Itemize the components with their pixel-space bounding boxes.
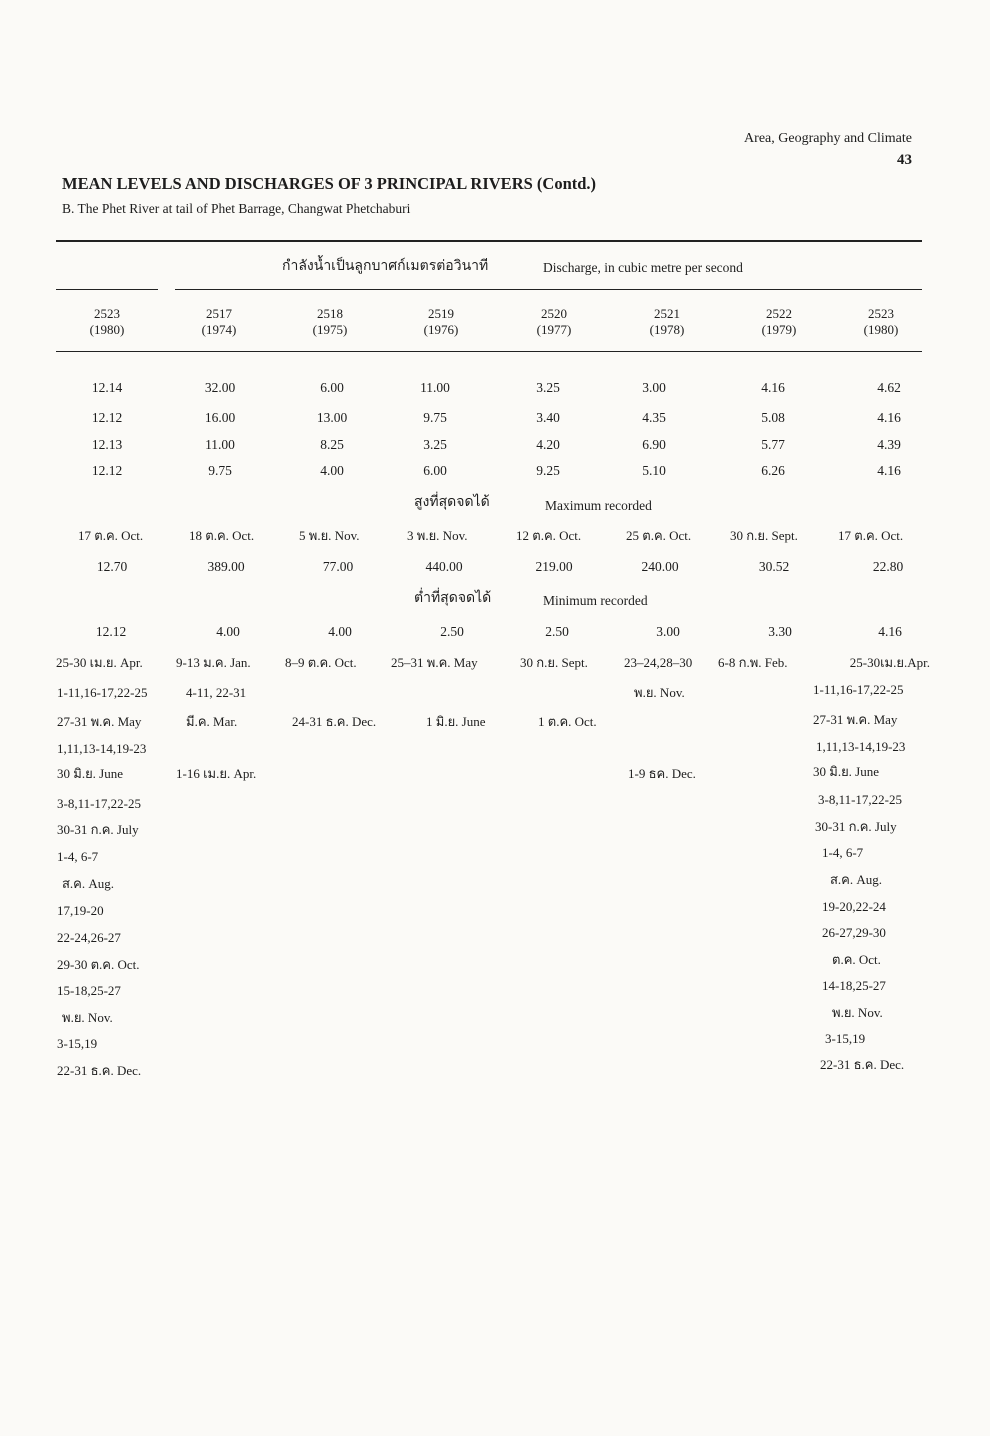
min-date-col-4: 25–31 พ.ค. May: [391, 655, 478, 670]
table-title: MEAN LEVELS AND DISCHARGES OF 3 PRINCIPAL RIVERS (Contd.): [62, 174, 597, 193]
mean-cell: 8.25: [320, 437, 344, 452]
min-col8-line: 14-18,25-27: [822, 978, 886, 993]
mean-cell: 32.00: [204, 380, 236, 395]
mean-cell: 4.20: [536, 437, 560, 452]
mean-cell: 4.16: [877, 410, 901, 425]
max-date-cell: 17 ต.ค. Oct.: [838, 528, 904, 543]
max-date-cell: 18 ต.ค. Oct.: [189, 528, 255, 543]
min-date-col-5: 30 ก.ย. Sept.: [520, 655, 588, 670]
min-col1-line: 3-8,11-17,22-25: [57, 796, 142, 811]
mean-cell: 4.16: [761, 380, 785, 395]
min-col1-line: 27-31 พ.ค. May: [57, 714, 142, 729]
mean-cell: 4.16: [877, 463, 901, 478]
min-col8-line: 30-31 ก.ค. July: [815, 819, 897, 834]
min-col1-line: 29-30 ต.ค. Oct.: [57, 957, 140, 972]
max-date-cell: 3 พ.ย. Nov.: [407, 528, 468, 543]
min-col1-line: 22-31 ธ.ค. Dec.: [57, 1063, 142, 1078]
min-col1-line: 3-15,19: [57, 1036, 98, 1051]
min-col2-line-3: 1-16 เม.ย. Apr.: [176, 766, 257, 781]
mean-cell: 6.26: [761, 463, 785, 478]
min-col6-line-2: 1-9 ธค. Dec.: [628, 766, 696, 781]
mean-cell: 4.62: [877, 380, 901, 395]
min-col5-line-1: 1 ต.ค. Oct.: [538, 714, 597, 729]
minimum-label-english: Minimum recorded: [543, 593, 648, 608]
min-col1-line: 15-18,25-27: [57, 983, 121, 998]
maximum-label-english: Maximum recorded: [545, 498, 652, 513]
min-col8-line: 3-8,11-17,22-25: [818, 792, 903, 807]
min-col2-line-2: มี.ค. Mar.: [186, 714, 238, 729]
mean-cell: 6.00: [320, 380, 344, 395]
discharge-header-english: Discharge, in cubic metre per second: [543, 260, 743, 275]
min-value-cell: 12.12: [95, 624, 127, 639]
min-col3-line-1: 24-31 ธ.ค. Dec.: [292, 714, 377, 729]
min-col1-line: 1,11,13-14,19-23: [57, 741, 147, 756]
max-value-cell: 30.52: [758, 559, 790, 574]
table-top-rule: [56, 240, 922, 242]
col-header-3: 2518 (1975): [312, 306, 348, 338]
min-col8-line: 26-27,29-30: [822, 925, 886, 940]
min-value-cell: 2.50: [440, 624, 464, 639]
mean-cell: 4.00: [320, 463, 344, 478]
min-date-col-1: 25-30 เม.ย. Apr.: [56, 655, 143, 670]
min-col1-line: 30-31 ก.ค. July: [57, 822, 139, 837]
min-value-cell: 2.50: [545, 624, 569, 639]
mean-cell: 12.12: [91, 463, 123, 478]
col-header-7: 2522 (1979): [761, 306, 797, 338]
max-value-cell: 77.00: [322, 559, 354, 574]
min-col6-line-1: พ.ย. Nov.: [634, 685, 685, 700]
max-value-cell: 240.00: [641, 559, 679, 574]
level-header-rule: [56, 289, 158, 290]
running-head: Area, Geography and Climate: [744, 131, 912, 146]
table-subtitle: B. The Phet River at tail of Phet Barrage, Changwat Phetchaburi: [62, 201, 411, 216]
min-col8-line: ส.ค. Aug.: [830, 872, 883, 887]
min-col8-line: 1-11,16-17,22-25: [813, 682, 904, 697]
min-col1-line: 30 มิ.ย. June: [57, 766, 124, 781]
min-col8-line: 30 มิ.ย. June: [813, 764, 880, 779]
mean-cell: 12.12: [91, 410, 123, 425]
min-date-col-8: 25-30เม.ย.Apr.: [849, 655, 930, 670]
mean-cell: 3.25: [423, 437, 447, 452]
min-col8-line: ต.ค. Oct.: [832, 952, 881, 967]
max-date-cell: 30 ก.ย. Sept.: [730, 528, 798, 543]
max-value-cell: 12.70: [96, 559, 128, 574]
col-header-4: 2519 (1976): [423, 306, 459, 338]
discharge-header-thai: กำลังน้ำเป็นลูกบาศก์เมตรต่อวินาที: [282, 258, 489, 274]
maximum-label-thai: สูงที่สุดจดได้: [414, 494, 490, 510]
mean-cell: 9.75: [208, 463, 232, 478]
max-date-cell: 5 พ.ย. Nov.: [299, 528, 360, 543]
max-date-cell: 17 ต.ค. Oct.: [78, 528, 144, 543]
min-value-cell: 3.30: [768, 624, 792, 639]
page-number: 43: [897, 152, 912, 168]
mean-cell: 3.25: [536, 380, 560, 395]
min-col8-line: 1,11,13-14,19-23: [816, 739, 906, 754]
min-col1-line: 22-24,26-27: [57, 930, 121, 945]
min-value-cell: 4.00: [328, 624, 352, 639]
mean-cell: 6.00: [423, 463, 447, 478]
min-col1-line: 17,19-20: [57, 903, 104, 918]
mean-cell: 4.39: [877, 437, 901, 452]
mean-cell: 11.00: [205, 437, 235, 452]
mean-cell: 9.75: [423, 410, 447, 425]
mean-cell: 12.14: [91, 380, 123, 395]
min-col8-line: พ.ย. Nov.: [832, 1005, 883, 1020]
min-col2-line-1: 4-11, 22-31: [186, 685, 247, 700]
mean-cell: 13.00: [316, 410, 348, 425]
col-header-8: 2523 (1980): [863, 306, 899, 338]
max-value-cell: 389.00: [207, 559, 245, 574]
mean-cell: 4.35: [642, 410, 666, 425]
col-header-1: 2523 (1980): [89, 306, 125, 338]
col-header-5: 2520 (1977): [536, 306, 572, 338]
max-date-cell: 12 ต.ค. Oct.: [516, 528, 582, 543]
min-date-col-6: 23–24,28–30: [624, 655, 693, 670]
min-col1-line: 1-4, 6-7: [57, 849, 99, 864]
mean-cell: 5.77: [761, 437, 785, 452]
mean-cell: 9.25: [536, 463, 560, 478]
max-value-cell: 440.00: [425, 559, 463, 574]
mean-cell: 3.40: [536, 410, 560, 425]
max-value-cell: 219.00: [535, 559, 573, 574]
max-value-cell: 22.80: [872, 559, 904, 574]
min-col4-line-1: 1 มิ.ย. June: [426, 714, 486, 729]
min-date-col-7: 6-8 ก.พ. Feb.: [718, 655, 788, 670]
mean-cell: 3.00: [642, 380, 666, 395]
min-value-cell: 3.00: [656, 624, 680, 639]
col-header-6: 2521 (1978): [649, 306, 685, 338]
min-col8-line: 19-20,22-24: [822, 899, 886, 914]
min-date-col-3: 8–9 ต.ค. Oct.: [285, 655, 357, 670]
minimum-label-thai: ต่ำที่สุดจดได้: [414, 590, 492, 606]
mean-cell: 11.00: [420, 380, 450, 395]
discharge-header-rule: [175, 289, 922, 290]
min-col1-line: 1-11,16-17,22-25: [57, 685, 148, 700]
min-col8-line: 3-15,19: [825, 1031, 866, 1046]
header-bottom-rule: [56, 351, 922, 352]
max-date-cell: 25 ต.ค. Oct.: [626, 528, 692, 543]
mean-cell: 6.90: [642, 437, 666, 452]
min-value-cell: 4.00: [216, 624, 240, 639]
min-col8-line: 27-31 พ.ค. May: [813, 712, 898, 727]
min-col8-line: 22-31 ธ.ค. Dec.: [820, 1057, 905, 1072]
col-header-2: 2517 (1974): [201, 306, 237, 338]
min-col1-line: ส.ค. Aug.: [62, 876, 115, 891]
mean-cell: 5.08: [761, 410, 785, 425]
min-value-cell: 4.16: [878, 624, 902, 639]
mean-cell: 12.13: [91, 437, 123, 452]
min-col8-line: 1-4, 6-7: [822, 845, 864, 860]
mean-cell: 5.10: [642, 463, 666, 478]
mean-cell: 16.00: [204, 410, 236, 425]
min-date-col-2: 9-13 ม.ค. Jan.: [176, 655, 251, 670]
min-col1-line: พ.ย. Nov.: [62, 1010, 113, 1025]
